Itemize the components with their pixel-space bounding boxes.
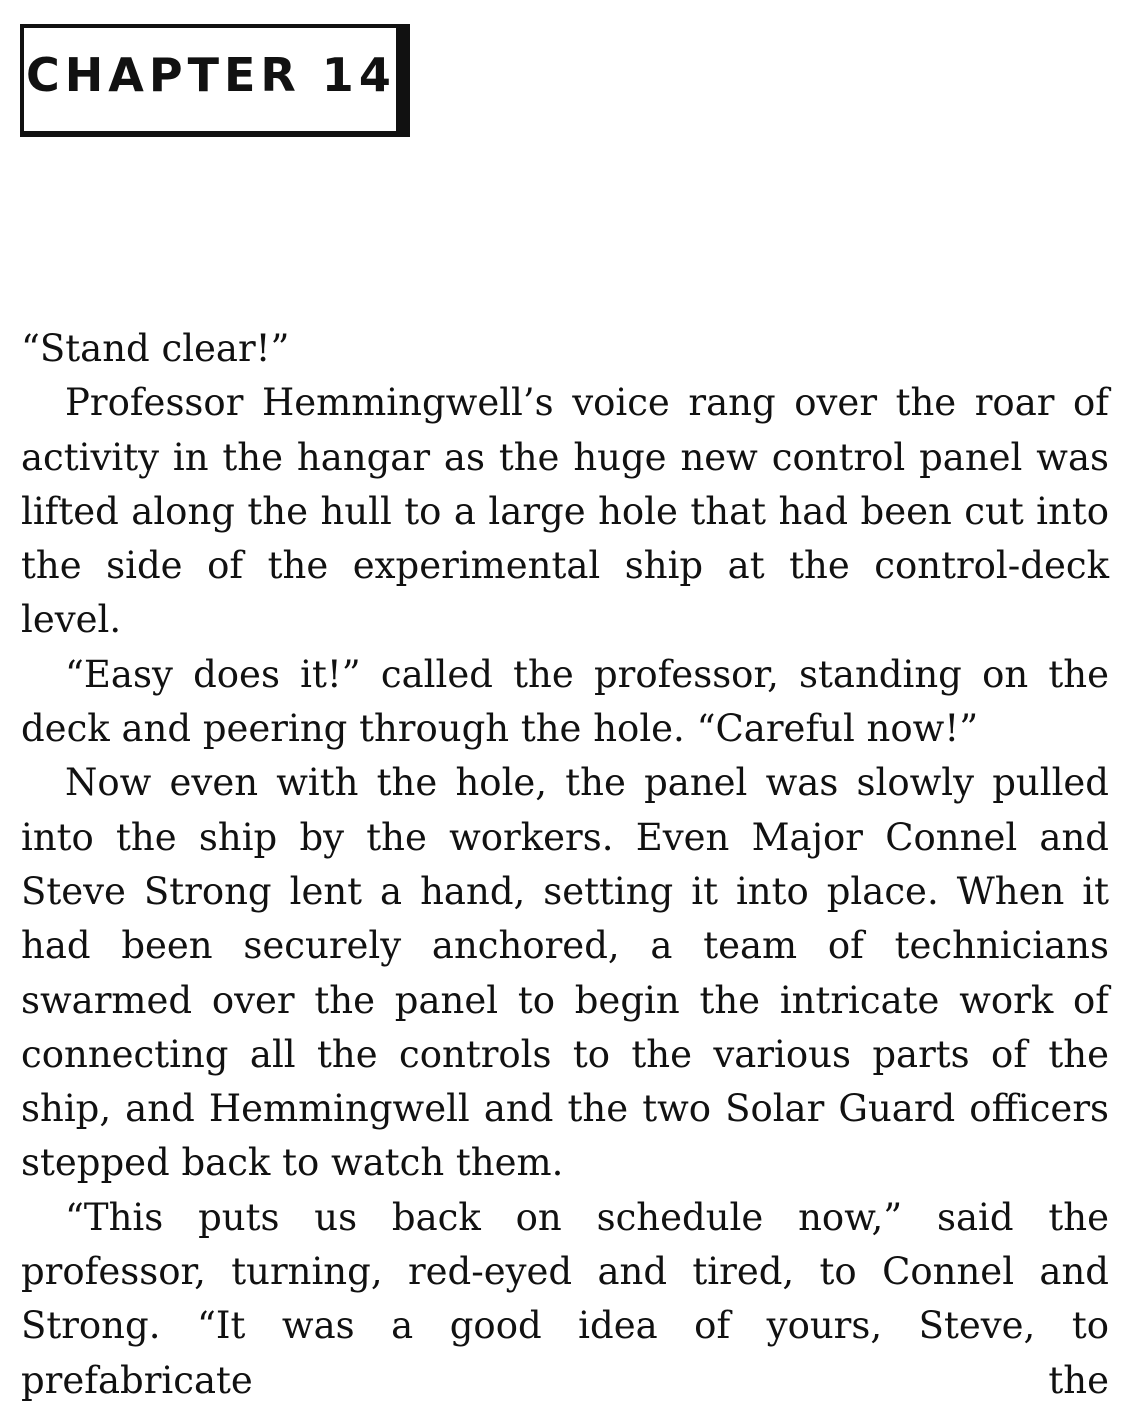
- paragraph: “Easy does it!” called the professor, standing on the deck and peering through the hole. “Careful now!”: [21, 652, 1109, 751]
- paragraph: Professor Hemmingwell’s voice rang over the roar of activity in the hangar as the huge new control panel was lifted along the hull to a large hole that had been cut into the side of the experimental ship at the control-deck level.: [21, 381, 1109, 642]
- paragraph: “Stand clear!”: [21, 327, 290, 370]
- paragraph: “This puts us back on schedule now,” said the professor, turning, red-eyed and tired, to Connel and Strong. “It was a good idea of yours, Steve, to prefabricate the: [21, 1195, 1109, 1402]
- chapter-body: [21, 322, 1109, 1408]
- chapter-title: CHAPTER 14: [26, 48, 396, 102]
- paragraph: Now even with the hole, the panel was slowly pulled into the ship by the workers. Even Major Connel and Steve Strong lent a hand, setting it into place. When it had been securely anchored, a team of technicians swarmed over the panel to begin the intricate work of connecting all the controls to the various parts of the ship, and Hemmingwell and the two Solar Guard officers stepped back to watch them.: [21, 761, 1109, 1185]
